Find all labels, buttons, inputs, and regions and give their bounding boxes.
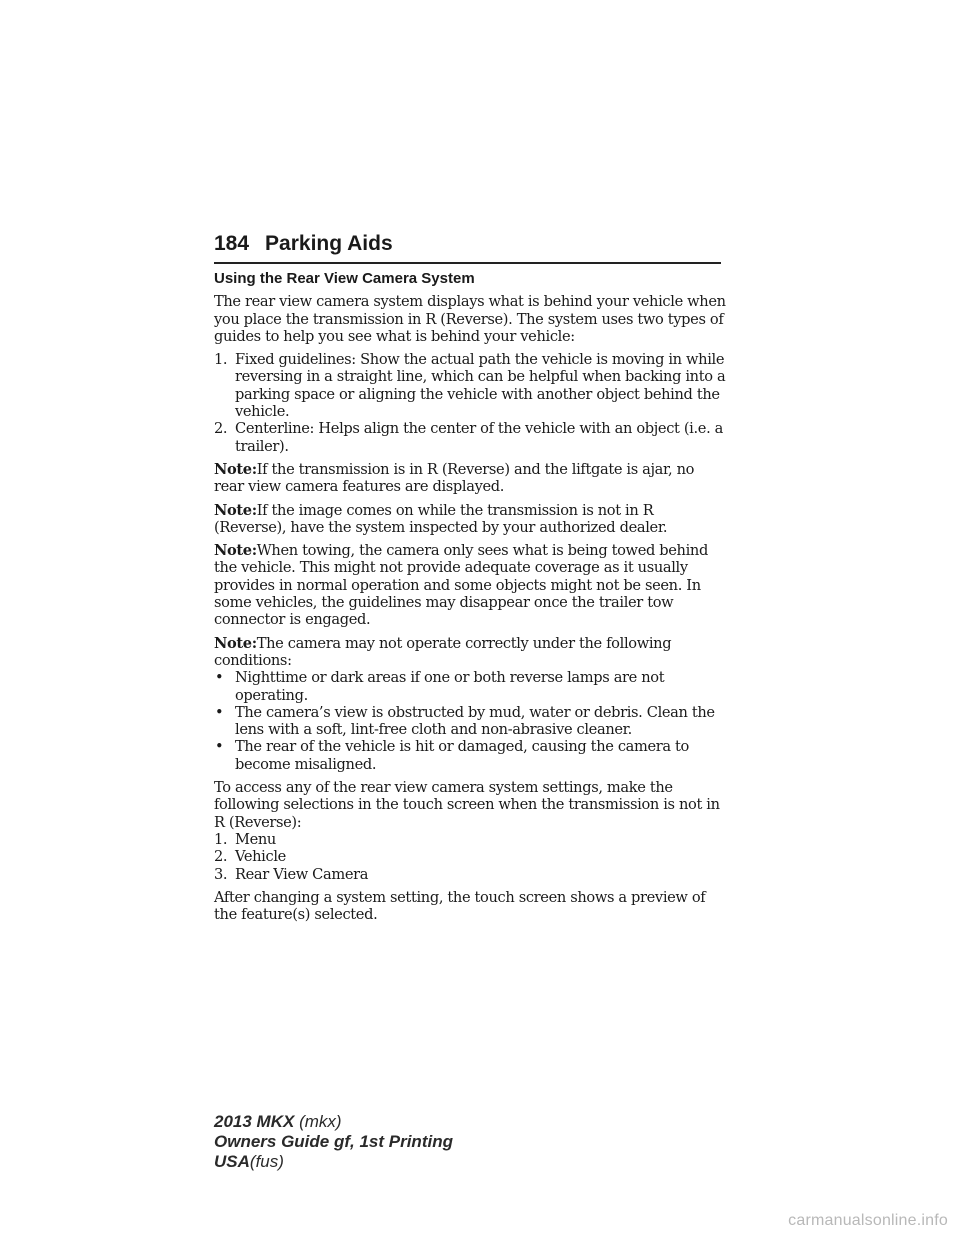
list-text: Nighttime or dark areas if one or both reverse lamps are not operating. [235,669,665,704]
page-header [214,230,721,264]
footer-model: 2013 MKX [214,1112,295,1131]
footer-line [214,1152,453,1172]
list-text: Rear View Camera [235,865,369,883]
list-text: The camera’s view is obstructed by mud, water or debris. Clean the lens with a soft, lint-free cloth and non-abrasive cleaner. [235,703,715,739]
list-marker: 2. [214,848,228,866]
closing-paragraph: After changing a system setting, the touch screen shows a preview of the feature(s) selected. [214,888,706,924]
note-paragraph [214,502,726,537]
footer-line [214,1132,453,1152]
list-item [214,351,726,420]
steps-list [214,831,726,883]
list-item [214,848,726,865]
list-item [214,738,726,773]
bullet-marker: • [215,669,224,687]
list-item [214,420,726,455]
list-item [214,669,726,704]
footer-region: USA [214,1152,250,1171]
list-marker: 3. [214,865,228,883]
note-text: If the transmission is in R (Reverse) and the liftgate is ajar, no rear view camera features are displayed. [214,460,695,496]
section-title: Parking Aids [265,232,393,255]
note-label: Note: [214,501,257,519]
list-text: Centerline: Helps align the center of the vehicle with an object (i.e. a trailer). [235,420,723,455]
note-paragraph [214,635,726,670]
document-footer [214,1112,453,1172]
bullet-marker: • [215,703,224,721]
footer-line [214,1112,453,1132]
note-label: Note: [214,542,257,560]
note-paragraph [214,542,726,628]
bullet-marker: • [215,738,224,756]
list-item [214,831,726,848]
note-text: When towing, the camera only sees what is being towed behind the vehicle. This might not provide adequate coverage as it usually provides in normal operation and some objects might not be seen. In some vehicles, the guidelines may disappear once the trailer tow connector is engaged. [214,542,708,629]
footer-region-code: (fus) [249,1152,284,1171]
note-paragraph [214,461,726,496]
list-item [214,866,726,883]
note-label: Note: [214,634,257,652]
list-marker: 2. [214,420,228,438]
list-marker: 1. [214,830,228,848]
page-number: 184 [214,232,250,255]
note-text: If the image comes on while the transmission is not in R (Reverse), have the system inspected by your authorized dealer. [214,501,668,536]
footer-guide: Owners Guide gf, 1st Printing [214,1132,453,1151]
list-text: Fixed guidelines: Show the actual path the vehicle is moving in while reversing in a straight line, which can be helpful when backing into a parking space or aligning the vehicle with another object behind the vehicle. [235,351,726,421]
note-label: Note: [214,460,257,478]
list-text: The rear of the vehicle is hit or damaged, causing the camera to become misaligned. [235,738,689,773]
list-item [214,704,726,739]
page-content [214,270,726,929]
intro-paragraph: The rear view camera system displays what is behind your vehicle when you place the transmission in R (Reverse). The system uses two types of guides to help you see what is behind your vehicle: [214,293,726,345]
note-text: The camera may not operate correctly under the following conditions: [214,634,672,669]
watermark-text: carmanualsonline.info [788,1212,948,1229]
access-paragraph: To access any of the rear view camera system settings, make the following selections in the touch screen when the transmission is not in R (Reverse): [214,779,720,831]
heading: Using the Rear View Camera System [214,270,475,287]
list-marker: 1. [214,351,228,369]
footer-model-code: (mkx) [299,1112,342,1131]
list-text: Vehicle [235,848,286,866]
list-text: Menu [235,830,276,848]
guide-list [214,351,726,455]
conditions-list [214,669,726,773]
